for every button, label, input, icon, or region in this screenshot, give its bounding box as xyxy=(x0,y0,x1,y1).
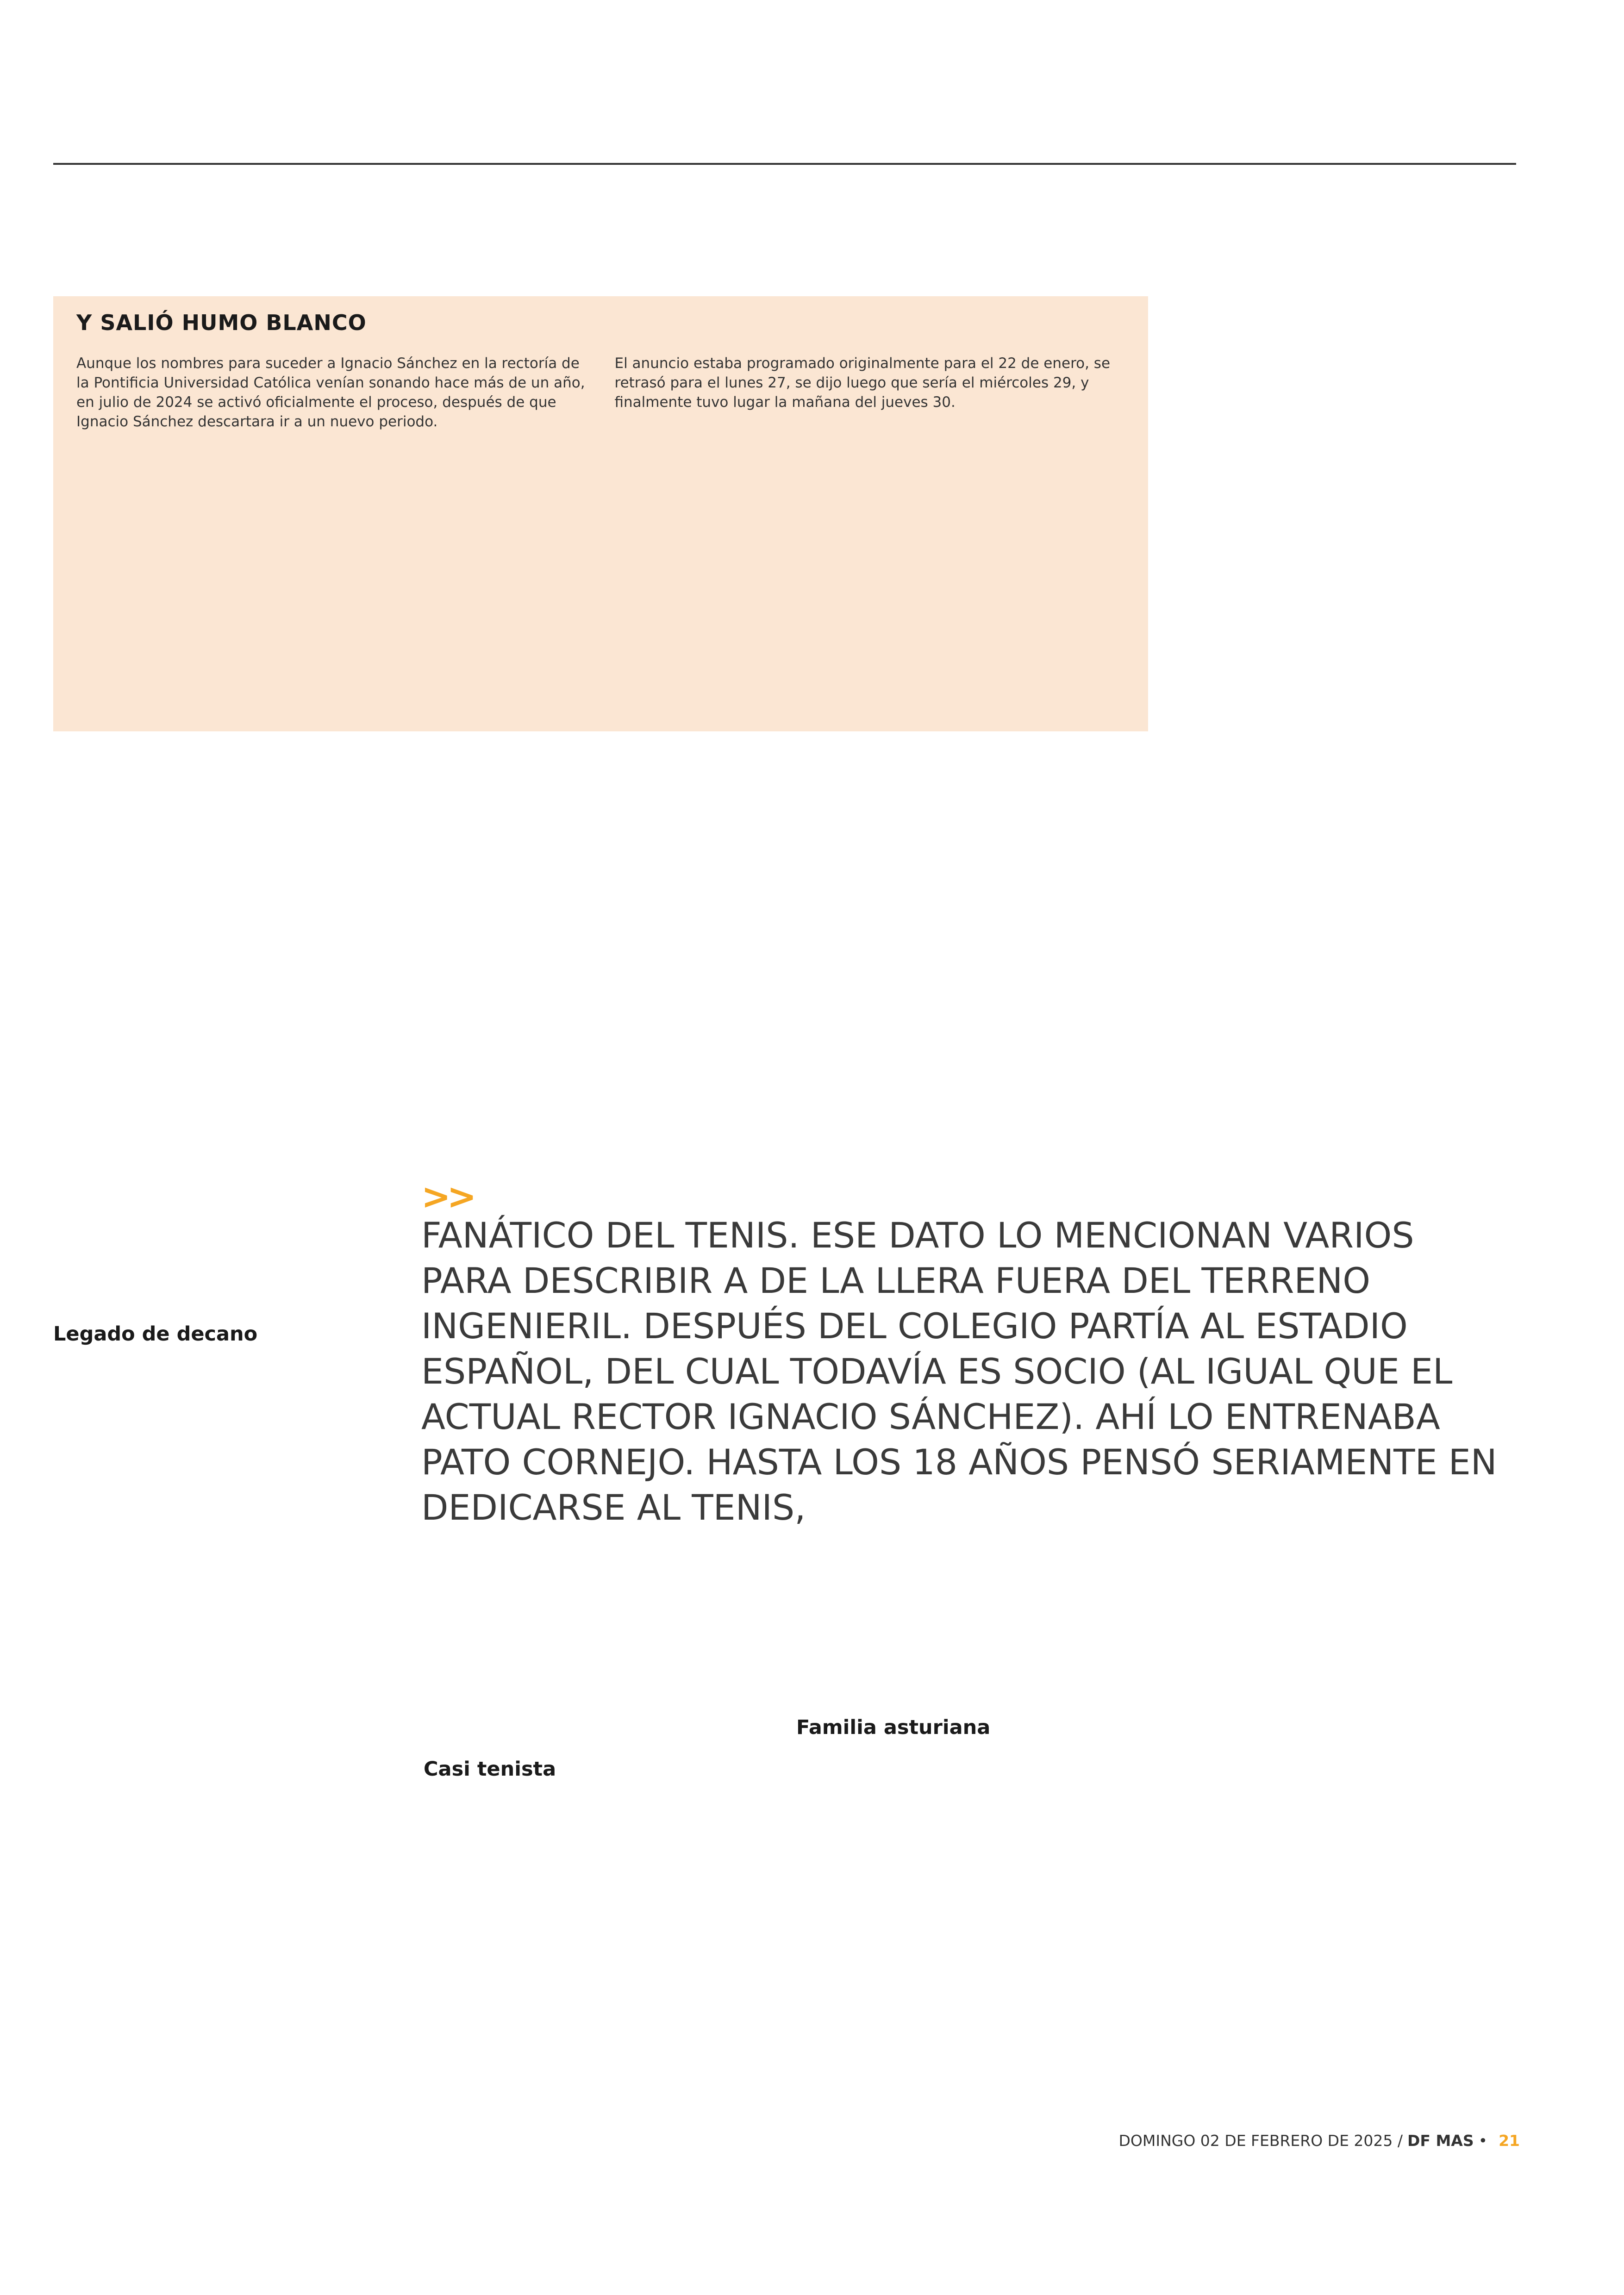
article-column-1 xyxy=(53,1310,405,1347)
sidebar-box xyxy=(53,296,1148,731)
article-column-2 xyxy=(424,1745,775,1782)
footer-date: DOMINGO 02 DE FEBRERO DE 2025 / xyxy=(1118,2132,1403,2150)
sidebar-title: Y SALIÓ HUMO BLANCO xyxy=(76,310,367,335)
article-column-3 xyxy=(796,1703,1148,1740)
footer-brand: DF MAS xyxy=(1407,2132,1474,2150)
pullquote-mark: >> xyxy=(421,1176,473,1217)
sidebar-column-1: Aunque los nombres para suceder a Ignacio Sánchez en la rectoría de la Pontificia Universidad Católica venían sonando hace más de un año, en julio de 2024 se activó oficialmente el proceso, después de que Ignacio Sánchez descartara ir a un nuevo periodo. xyxy=(76,355,585,430)
subhead-casi-tenista: Casi tenista xyxy=(424,1758,556,1781)
sidebar-column-2: El anuncio estaba programado originalmente para el 22 de enero, se retrasó para el lunes 27, se dijo luego que sería el miércoles 29, y finalmente tuvo lugar la mañana del jueves 30. xyxy=(614,355,1111,411)
top-rule xyxy=(53,163,1516,165)
page-number: 21 xyxy=(1499,2132,1520,2150)
subhead-familia: Familia asturiana xyxy=(796,1716,991,1739)
pullquote-text: FANÁTICO DEL TENIS. ESE DATO LO MENCIONAN VARIOS PARA DESCRIBIR A DE LA LLERA FUERA DEL TERRENO INGENIERIL. DESPUÉS DEL COLEGIO PARTÍA AL ESTADIO ESPAÑOL, DEL CUAL TODAVÍA ES SOCIO (AL IGUAL QUE EL ACTUAL RECTOR IGNACIO SÁNCHEZ). AHÍ LO ENTRENABA PATO CORNEJO. HASTA LOS 18 AÑOS PENSÓ SERIAMENTE EN DEDICARSE AL TENIS, xyxy=(421,1215,1497,1528)
subhead-legado: Legado de decano xyxy=(53,1322,258,1346)
page-footer xyxy=(1118,2132,1520,2150)
footer-bullet: • xyxy=(1478,2132,1488,2150)
